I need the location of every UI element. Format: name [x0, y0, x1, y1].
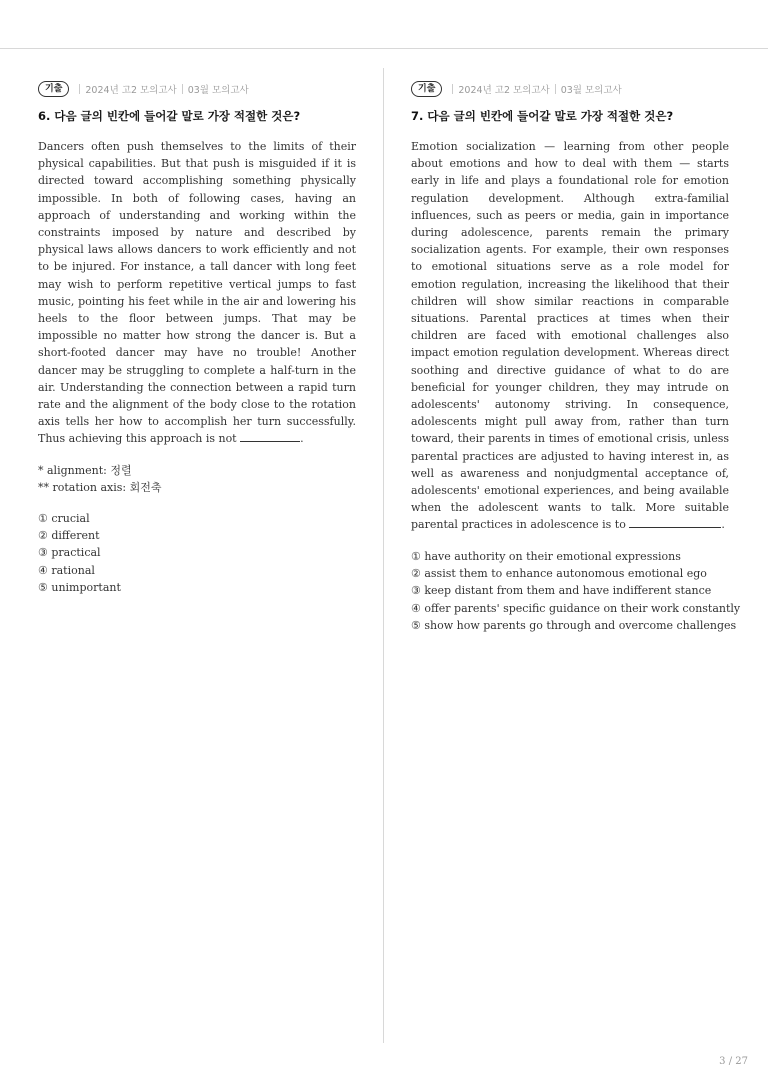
- passage: [38, 138, 356, 448]
- answer-blank: [629, 516, 721, 528]
- answer-options: [38, 510, 356, 596]
- footnote: * alignment: 정렬: [38, 463, 132, 477]
- option-5[interactable]: ⑤ unimportant: [38, 580, 121, 594]
- source-month: 03월 모의고사: [187, 85, 249, 96]
- question-6: [38, 80, 356, 596]
- source-year: 2024년 고2 모의고사: [458, 85, 550, 96]
- option-3[interactable]: ③ practical: [38, 546, 101, 560]
- source-month: 03월 모의고사: [560, 85, 622, 96]
- option-5[interactable]: ⑤ show how parents go through and overcome challenges: [411, 618, 737, 632]
- question-meta: [411, 80, 729, 98]
- option-2[interactable]: ② different: [38, 528, 100, 542]
- passage-end: .: [721, 518, 725, 532]
- passage: [411, 138, 729, 534]
- past-exam-badge: 기출: [38, 81, 69, 97]
- question-title: 6. 다음 글의 빈칸에 들어갈 말로 가장 적절한 것은?: [38, 109, 301, 123]
- footnotes: [38, 462, 356, 496]
- meta-separator: [182, 84, 183, 94]
- option-4[interactable]: ④ offer parents' specific guidance on their work constantly: [411, 601, 741, 615]
- question-7: [411, 80, 741, 634]
- passage-end: .: [300, 432, 304, 446]
- past-exam-badge: 기출: [411, 81, 442, 97]
- meta-separator: [79, 84, 80, 94]
- source-year: 2024년 고2 모의고사: [85, 85, 177, 96]
- header-rule: [0, 48, 768, 49]
- passage-text: Emotion socialization — learning from other people about emotions and how to deal with them — starts early in life and plays a foundational role for emotion regulation development. Although extra-familial influences, such as peers or media, gain in importance during adolescence, parents remain the primary socialization agents. For example, their own responses to emotional situations serve as a role model for emotion regulation, increasing the likelihood that their children will show similar reactions in comparable situations. Parental practices at times when their children are faced with emotional challenges also impact emotion regulation development. Whereas direct soothing and directive guidance of what to do are beneficial for younger children, they may intrude on adolescents' autonomy striving. In consequence, adolescents might pull away from, rather than turn toward, their parents in times of emotional crisis, unless parental practices are adjusted to having interest in, as well as awareness and nonjudgmental acceptance of, adolescents' emotional experiences, and being available when the adolescent wants to talk. More suitable parental practices in adolescence is to: [411, 140, 729, 532]
- question-meta: [38, 80, 356, 98]
- footnote: ** rotation axis: 회전축: [38, 480, 162, 494]
- meta-separator: [555, 84, 556, 94]
- question-title: 7. 다음 글의 빈칸에 들어갈 말로 가장 적절한 것은?: [411, 109, 674, 123]
- column-divider: [383, 68, 384, 1043]
- option-1[interactable]: ① have authority on their emotional expressions: [411, 549, 681, 563]
- answer-options: [411, 548, 741, 634]
- passage-text: Dancers often push themselves to the limits of their physical capabilities. But that push is misguided if it is directed toward accomplishing something physically impossible. In both of following cases, having an approach of understanding and working within the constraints imposed by nature and described by physical laws allows dancers to work efficiently and not to be injured. For instance, a tall dancer with long feet may wish to perform repetitive vertical jumps to fast music, pointing his feet while in the air and lowering his heels to the floor between jumps. That may be impossible no matter how strong the dancer is. But a short-footed dancer may have no trouble! Another dancer may be struggling to complete a half-turn in the air. Understanding the connection between a rapid turn rate and the alignment of the body close to the rotation axis tells her how to accomplish her turn successfully. Thus achieving this approach is not: [38, 140, 356, 446]
- option-2[interactable]: ② assist them to enhance autonomous emotional ego: [411, 566, 707, 580]
- page-number: 3 / 27: [719, 1056, 748, 1067]
- option-4[interactable]: ④ rational: [38, 563, 95, 577]
- answer-blank: [240, 430, 300, 442]
- option-1[interactable]: ① crucial: [38, 511, 90, 525]
- meta-separator: [452, 84, 453, 94]
- option-3[interactable]: ③ keep distant from them and have indifferent stance: [411, 584, 712, 598]
